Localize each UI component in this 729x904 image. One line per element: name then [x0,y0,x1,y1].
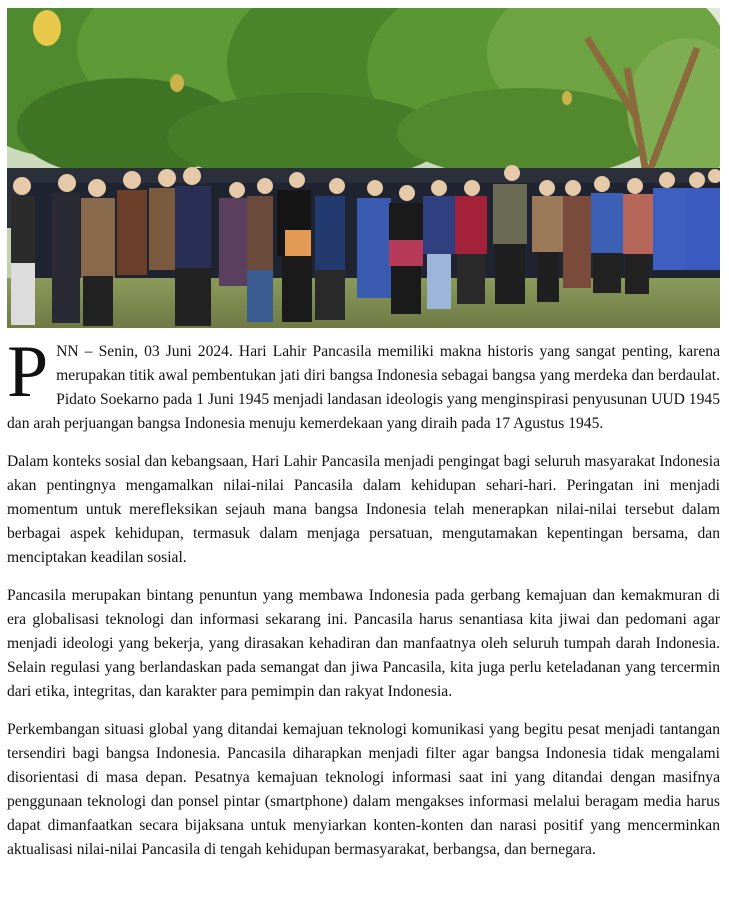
drop-cap: P [7,331,49,413]
paragraph-3: Pancasila merupakan bintang penuntun yang membawa Indonesia pada gerbang kemajuan dan kemakmuran di era globalisasi teknologi dan informasi sekarang ini. Pancasila harus senantiasa kita jiwai dan pedomani agar menjadi ideologi yang bekerja, yang dirasakan kehadiran dan manfaatnya oleh seluruh tumpah darah Indonesia. Selain regulasi yang berlandaskan pada semangat dan jiwa Pancasila, kita juga perlu keteladanan yang tercermin dari etika, integritas, dan karakter para pemimpin dan rakyat Indonesia. [7,587,720,700]
paragraph-2: Dalam konteks sosial dan kebangsaan, Hari Lahir Pancasila menjadi pengingat bagi seluruh masyarakat Indonesia akan pentingnya mengamalkan nilai-nilai Pancasila dalam kehidupan sehari-hari. Peringatan ini menjadi momentum untuk merefleksikan sejauh mana bangsa Indonesia telah menerapkan nilai-nilai tersebut dalam berbagai aspek kehidupan, termasuk dalam menjaga persatuan, mengutamakan kepentingan bersama, dan menciptakan keadilan sosial. [7,453,720,566]
article-photo [7,8,720,328]
article-body [7,331,720,876]
paragraph-1-text: NN – Senin, 03 Juni 2024. Hari Lahir Pancasila memiliki makna historis yang sangat penting, karena merupakan titik awal pembentukan jati diri bangsa Indonesia sebagai bangsa yang merdeka dan berdaulat. Pidato Soekarno pada 1 Juni 1945 menjadi landasan ideologis yang menginspirasi penyusunan UUD 1945 dan arah perjuangan bangsa Indonesia menuju kemerdekaan yang diraih pada 17 Agustus 1945. [7,343,720,432]
paragraph-4: Perkembangan situasi global yang ditandai kemajuan teknologi komunikasi yang begitu pesat menjadi tantangan tersendiri bagi bangsa Indonesia. Pancasila diharapkan menjadi filter agar bangsa Indonesia tidak mengalami disorientasi di masa depan. Pesatnya kemajuan teknologi informasi saat ini yang ditandai dengan masifnya penggunaan teknologi dan ponsel pintar (smartphone) dalam mengakses informasi melalui beragam media harus dapat dimanfaatkan secara bijaksana untuk menyiarkan konten-konten dan narasi positif yang mencerminkan aktualisasi nilai-nilai Pancasila di tengah kehidupan bermasyarakat, berbangsa, dan bernegara. [7,721,720,858]
paragraph-1 [7,331,720,436]
crowd-photo-illustration [7,8,720,328]
tree-canopy [7,8,720,183]
